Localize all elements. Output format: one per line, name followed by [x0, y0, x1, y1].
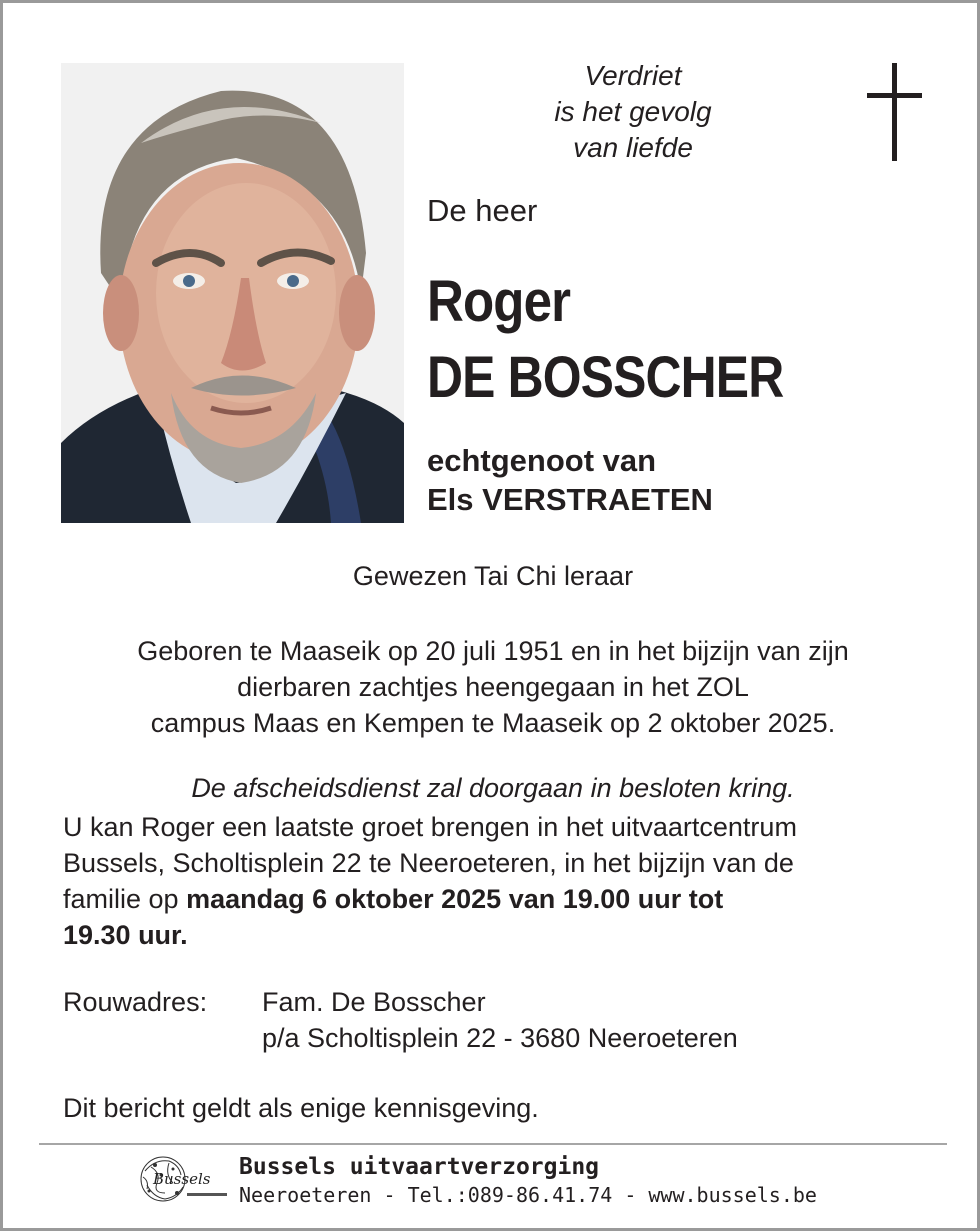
- visit-line: Bussels, Scholtisplein 22 te Neeroeteren, in het bijzijn van de: [63, 848, 794, 878]
- occupation: Gewezen Tai Chi leraar: [352, 561, 634, 591]
- visit-text: familie op: [63, 884, 187, 914]
- birth-and-death-details: [3, 633, 980, 741]
- address-line: p/a Scholtisplein 22 - 3680 Neeroeteren: [262, 1023, 738, 1053]
- memorial-quote: [503, 58, 763, 166]
- visit-time: 19.30 uur.: [63, 920, 188, 950]
- salutation: De heer: [427, 193, 538, 228]
- visit-date: maandag 6 oktober 2025 van 19.00 uur tot: [186, 884, 724, 914]
- service-note: De afscheidsdienst zal doorgaan in besloten kring.: [191, 773, 795, 803]
- birth-line: Geboren te Maaseik op 20 juli 1951 en in het bijzijn van zijn: [137, 636, 849, 666]
- company-name: Bussels uitvaartverzorging: [239, 1154, 600, 1180]
- footer-divider: [39, 1143, 947, 1145]
- spouse-label: echtgenoot van: [427, 443, 657, 478]
- quote-line: van liefde: [573, 132, 693, 163]
- deceased-last-name: DE BOSSCHER: [427, 345, 784, 410]
- quote-line: Verdriet: [584, 60, 682, 91]
- deceased-first-name: Roger: [427, 269, 571, 334]
- quote-line: is het gevolg: [554, 96, 712, 127]
- portrait-illustration: [61, 63, 404, 523]
- address-line: Fam. De Bosscher: [262, 987, 486, 1017]
- logo-wordmark: Bussels: [153, 1170, 211, 1188]
- birth-line: dierbaren zachtjes heengegaan in het ZOL: [237, 672, 749, 702]
- address-label: Rouwadres:: [63, 987, 208, 1017]
- company-contact: Neeroeteren - Tel.:089-86.41.74 - www.bussels.be: [239, 1183, 817, 1207]
- notice-text: Dit bericht geldt als enige kennisgeving.: [63, 1093, 539, 1123]
- visit-line: [63, 881, 933, 917]
- cross-icon: [865, 63, 927, 163]
- visitation-details: [63, 809, 933, 953]
- birth-line: campus Maas en Kempen te Maaseik op 2 oktober 2025.: [150, 708, 836, 738]
- visit-line: U kan Roger een laatste groet brengen in het uitvaartcentrum: [63, 812, 797, 842]
- spouse-name: Els VERSTRAETEN: [427, 482, 713, 517]
- portrait-photo: [61, 63, 404, 523]
